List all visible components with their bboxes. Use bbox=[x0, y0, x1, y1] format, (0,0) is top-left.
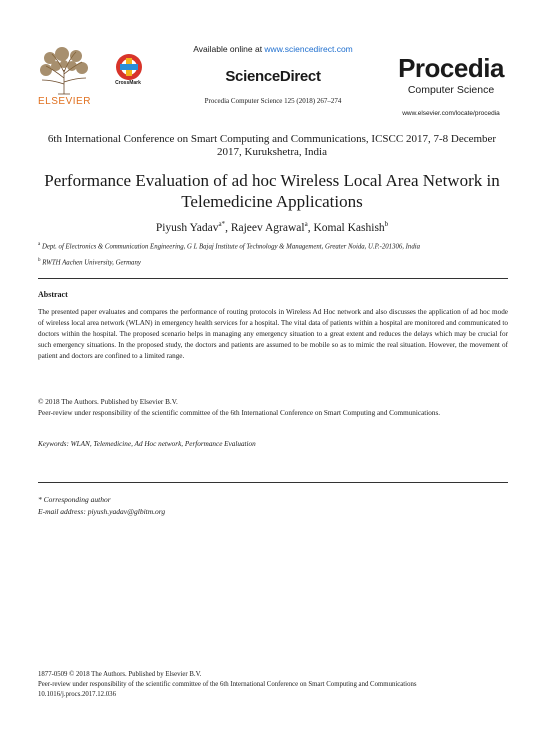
affiliation-text: RWTH Aachen University, Germany bbox=[42, 259, 141, 267]
divider-top bbox=[38, 278, 508, 279]
affiliation-text: Dept. of Electronics & Communication Engineering, G L Bajaj Institute of Technology & Management, Greater Noida, U.P.-201306, India bbox=[41, 243, 421, 251]
available-prefix: Available online at bbox=[193, 44, 265, 54]
corresponding-email[interactable]: E-mail address: piyush.yadav@glbitm.org bbox=[38, 507, 166, 516]
author-name: Komal Kashish bbox=[313, 221, 385, 234]
journal-reference: Procedia Computer Science 125 (2018) 267–274 bbox=[204, 97, 342, 105]
procedia-wordmark: Procedia bbox=[398, 53, 504, 83]
divider-bottom bbox=[38, 482, 508, 483]
procedia-subtitle: Computer Science bbox=[407, 84, 495, 96]
abstract-heading: Abstract bbox=[38, 290, 68, 299]
author-mark: b bbox=[384, 220, 389, 228]
affiliation-mark: b bbox=[38, 258, 41, 263]
footer-peer-review: Peer-review under responsibility of the scientific committee of the 6th International Conference on Smart Computing and Communications bbox=[38, 681, 417, 688]
affiliation-mark: a bbox=[38, 242, 41, 247]
author-mark: a bbox=[304, 220, 308, 228]
affiliation-a bbox=[38, 242, 510, 250]
elsevier-wordmark: ELSEVIER bbox=[38, 96, 91, 107]
corresponding-author bbox=[38, 494, 165, 518]
peer-review-line: Peer-review under responsibility of the scientific committee of the 6th International Conference on Smart Computing and Communications. bbox=[38, 409, 441, 417]
sciencedirect-wordmark: ScienceDirect bbox=[225, 68, 321, 85]
footer-doi[interactable]: 10.1016/j.procs.2017.12.036 bbox=[38, 691, 116, 698]
affiliation-b bbox=[38, 258, 510, 266]
available-online bbox=[148, 44, 398, 54]
crossmark-label: CrossMark bbox=[115, 80, 141, 86]
sciencedirect-link[interactable]: www.sciencedirect.com bbox=[264, 44, 353, 54]
author-name: Rajeev Agrawal bbox=[230, 221, 305, 234]
conference-line: 6th International Conference on Smart Computing and Communications, ICSCC 2017, 7-8 December 2017, Kurukshetra, India bbox=[47, 133, 497, 158]
footer-issn: 1877-0509 © 2018 The Authors. Published by Elsevier B.V. bbox=[38, 671, 202, 678]
author-list: Piyush Yadav$^{a*}$, Rajeev Agrawal$^a$, Komal Kashish$^b$ bbox=[155, 220, 389, 234]
procedia-url[interactable]: www.elsevier.com/locate/procedia bbox=[402, 110, 500, 117]
copyright-line: © 2018 The Authors. Published by Elsevier B.V. bbox=[38, 398, 178, 406]
author-name: Piyush Yadav bbox=[155, 221, 219, 234]
corresponding-label: * Corresponding author bbox=[38, 495, 111, 504]
paper-title: Performance Evaluation of ad hoc Wireless Local Area Network in Telemedicine Applications bbox=[44, 171, 500, 211]
keywords-line: Keywords: WLAN, Telemedicine, Ad Hoc network, Performance Evaluation bbox=[38, 440, 256, 448]
abstract-body: The presented paper evaluates and compares the performance of routing protocols in Wireless Ad Hoc network and also discusses the application of ad hoc mode of wireless local area network (WLAN) in emergency health services for a hospital. The vital data of patients within a hospital are monitored and communicated to doctors within the hospital. The proposed scenario helps in managing any emergency situation to a great extent and reduces the delays which may be crucial for such emergency situations. In the proposed study, the doctors and patients are assumed to be mobile so as to mimic the real situation. However, the movement of patient and doctors are confined to a limited range. bbox=[38, 308, 508, 360]
author-mark: a* bbox=[218, 220, 226, 228]
